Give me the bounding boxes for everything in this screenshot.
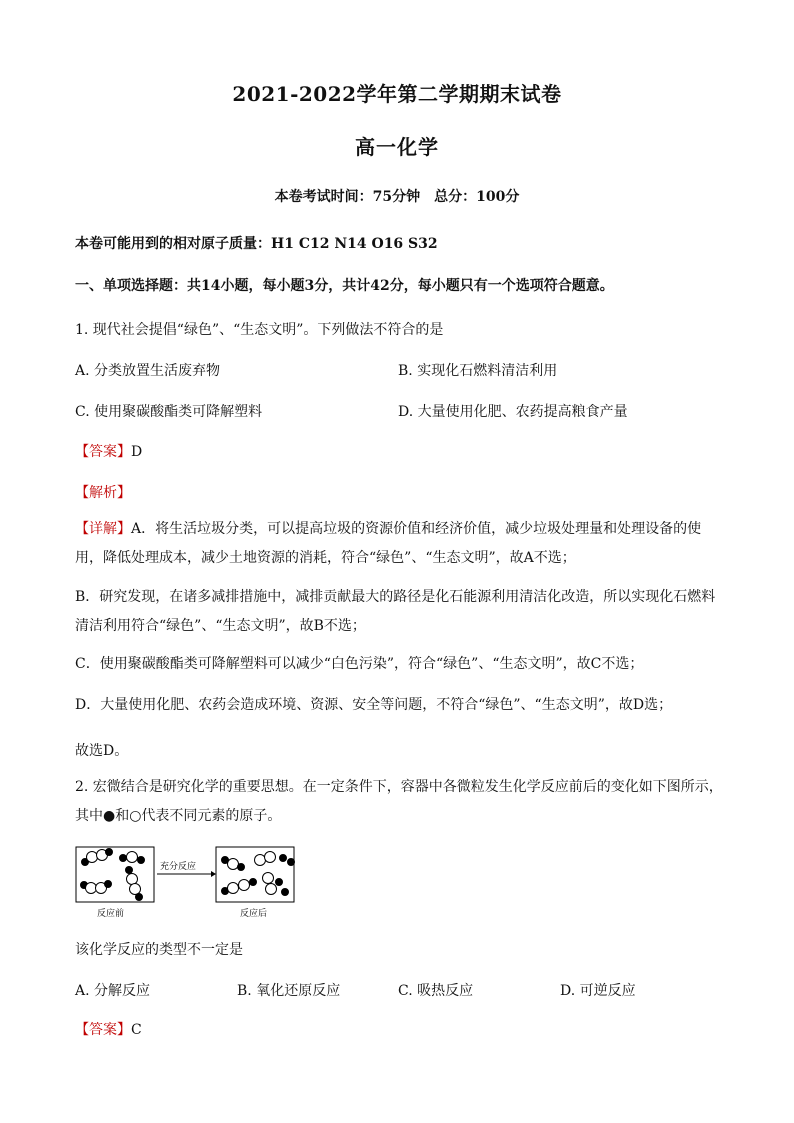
subject-title: 高一化学 bbox=[355, 135, 439, 159]
q2-answer bbox=[75, 1019, 725, 1039]
after-label: 反应后 bbox=[240, 909, 268, 919]
answer-value: C bbox=[131, 1022, 142, 1038]
answer-label: 【答案】 bbox=[75, 1022, 131, 1038]
time-info: 本卷考试时间：75分钟 总分：100分 bbox=[274, 189, 520, 205]
arrow-label: 充分反应 bbox=[160, 862, 197, 872]
q1-detail-d: D．大量使用化肥、农药会造成环境、资源、安全等问题，不符合“绿色”、“生态文明”，故D选； bbox=[75, 697, 673, 713]
q1-option-a: A. 分类放置生活废弃物 bbox=[75, 363, 221, 379]
reaction-diagram bbox=[75, 842, 305, 922]
atomic-masses: 本卷可能用到的相对原子质量：H1 C12 N14 O16 S32 bbox=[75, 236, 438, 252]
q1-option-c: C. 使用聚碳酸酯类可降解塑料 bbox=[75, 404, 263, 420]
q1-option-d: D. 大量使用化肥、农药提高粮食产量 bbox=[398, 404, 628, 420]
q1-detail-b: B．研究发现，在诸多减排措施中，减排贡献最大的路径是化石能源利用清洁化改造，所以实现化石燃料清洁利用符合“绿色”、“生态文明”，故B不选； bbox=[75, 589, 716, 634]
q1-option-b: B. 实现化石燃料清洁利用 bbox=[398, 363, 558, 379]
q2-stem: 2. 宏微结合是研究化学的重要思想。在一定条件下，容器中各微粒发生化学反应前后的变化如下图所示，其中●和○代表不同元素的原子。 bbox=[75, 779, 723, 824]
q1-conclusion: 故选D。 bbox=[75, 743, 129, 759]
q1-analysis-label: 【解析】 bbox=[75, 485, 131, 501]
answer-label: 【答案】 bbox=[75, 444, 131, 460]
q1-detail-a bbox=[75, 515, 723, 573]
q2-option-d: D. 可逆反应 bbox=[560, 983, 636, 999]
section-title: 一、单项选择题：共14小题，每小题3分，共计42分，每小题只有一个选项符合题意。 bbox=[75, 278, 614, 294]
detail-a-text: A．将生活垃圾分类，可以提高垃圾的资源价值和经济价值，减少垃圾处理量和处理设备的使用，降低处理成本，减少土地资源的消耗，符合“绿色”、“生态文明”，故A不选； bbox=[75, 521, 702, 566]
before-label: 反应前 bbox=[97, 909, 125, 919]
q1-answer bbox=[75, 441, 725, 461]
q1-stem: 1. 现代社会提倡“绿色”、“生态文明”。下列做法不符合的是 bbox=[75, 322, 444, 338]
arrow-head-icon bbox=[211, 871, 216, 877]
q2-option-c: C. 吸热反应 bbox=[398, 983, 474, 999]
answer-value: D bbox=[131, 444, 143, 460]
q2-option-b: B. 氧化还原反应 bbox=[237, 983, 341, 999]
q1-detail-c: C．使用聚碳酸酯类可降解塑料可以减少“白色污染”，符合“绿色”、“生态文明”，故C不选； bbox=[75, 656, 644, 672]
exam-title: 2021-2022学年第二学期期末试卷 bbox=[232, 82, 562, 106]
q2-option-a: A. 分解反应 bbox=[75, 983, 151, 999]
detail-label: 【详解】 bbox=[75, 521, 131, 537]
q2-question: 该化学反应的类型不一定是 bbox=[75, 942, 243, 958]
